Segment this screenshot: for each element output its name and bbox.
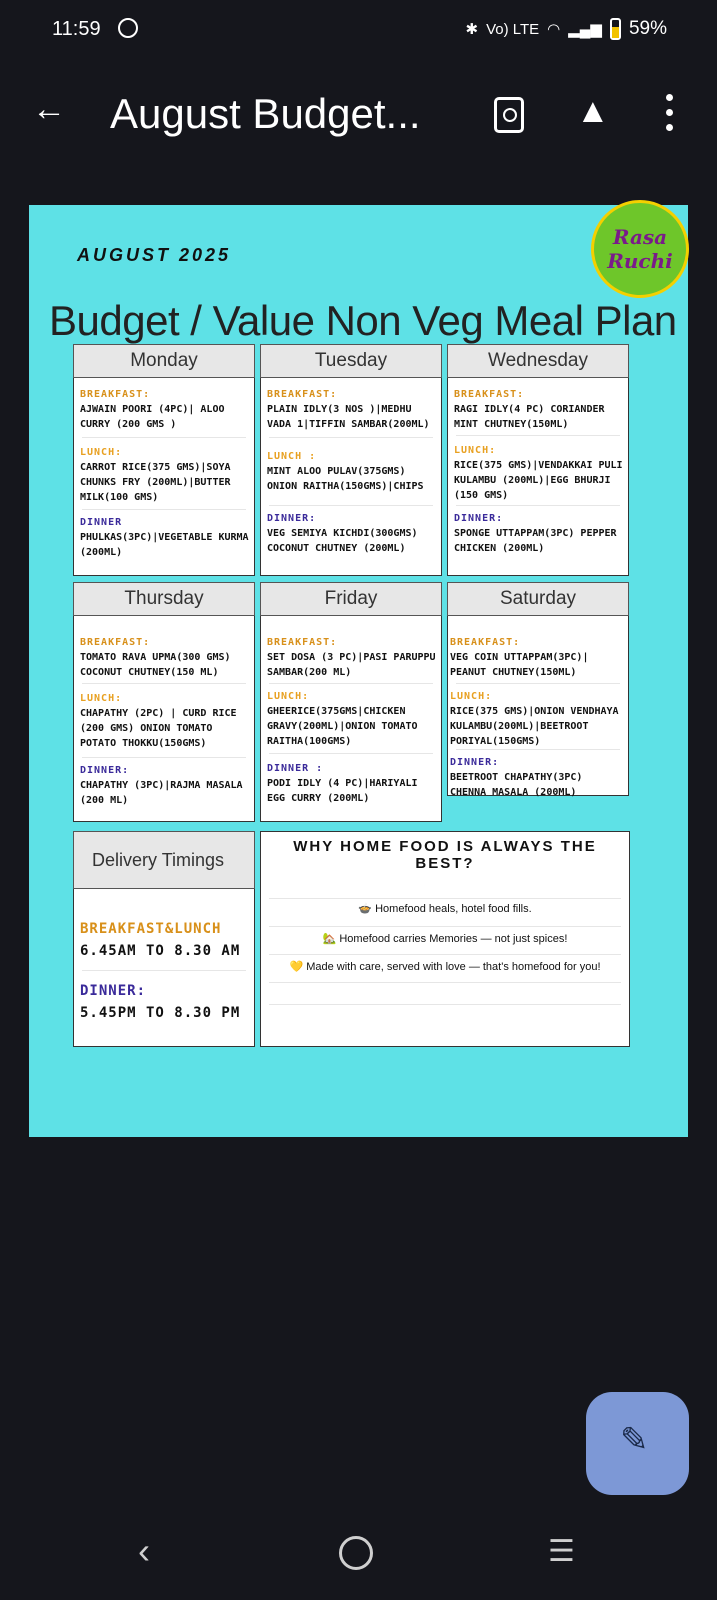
why-home-food-card bbox=[260, 831, 630, 1047]
day-card-monday bbox=[73, 344, 255, 576]
breakfast-section: BREAKFAST: VEG COIN UTTAPPAM(3PC)| PEANUT CHUTNEY(150ML) bbox=[450, 637, 589, 678]
dinner-section: DINNER: SPONGE UTTAPPAM(3PC) PEPPER CHICKEN (200ML) bbox=[454, 513, 617, 554]
plan-title: Budget / Value Non Veg Meal Plan bbox=[49, 297, 677, 344]
day-card-saturday bbox=[447, 582, 629, 796]
day-header: Monday bbox=[73, 344, 255, 378]
day-header: Friday bbox=[260, 582, 442, 616]
signal-icon: ▂▄▆ bbox=[568, 21, 602, 38]
why-title: WHY HOME FOOD IS ALWAYS THE BEST? bbox=[293, 838, 597, 872]
edit-pen-icon: ✎ bbox=[620, 1421, 649, 1459]
dinner-section: DINNER: VEG SEMIYA KICHDI(300GMS) COCONUT CHUTNEY (200ML) bbox=[267, 513, 418, 554]
dinner-section: DINNER: CHAPATHY (3PC)|RAJMA MASALA (200 ML) bbox=[80, 765, 243, 806]
why-line-3: 💛 Made with care, served with love — that's homefood for you! bbox=[289, 961, 601, 973]
app-bar bbox=[0, 70, 717, 160]
add-to-drive-icon[interactable]: ▲ bbox=[576, 92, 610, 130]
rasa-ruchi-logo: Rasa Ruchi bbox=[591, 200, 689, 298]
day-header: Wednesday bbox=[447, 344, 629, 378]
day-card-wednesday bbox=[447, 344, 629, 576]
search-document-icon[interactable] bbox=[494, 97, 524, 133]
day-card-friday bbox=[260, 582, 442, 822]
breakfast-section: BREAKFAST: SET DOSA (3 PC)|PASI PARUPPU SAMBAR(200 ML) bbox=[267, 637, 436, 678]
back-arrow-icon[interactable]: ← bbox=[32, 90, 66, 128]
day-card-tuesday bbox=[260, 344, 442, 576]
battery-icon bbox=[610, 18, 621, 40]
document-page bbox=[29, 205, 688, 1137]
nav-back-icon[interactable]: ‹ bbox=[138, 1530, 150, 1571]
why-line-1: 🍲 Homefood heals, hotel food fills. bbox=[358, 903, 532, 915]
status-time: 11:59 bbox=[52, 18, 101, 40]
nav-home-icon[interactable] bbox=[339, 1536, 373, 1570]
breakfast-section: BREAKFAST: AJWAIN POORI (4PC)| ALOO CURRY (200 GMS ) bbox=[80, 389, 225, 430]
wifi-icon: ◠ bbox=[547, 21, 561, 38]
lunch-section: LUNCH: RICE(375 GMS)|VENDAKKAI PULI KULAMBU (200ML)|EGG BHURJI (150 GMS) bbox=[454, 445, 623, 501]
lunch-section: LUNCH: RICE(375 GMS)|ONION VENDHAYA KULAMBU(200ML)|BEETROOT PORIYAL(150GMS) bbox=[450, 691, 619, 747]
breakfast-section: BREAKFAST: TOMATO RAVA UPMA(300 GMS) COCONUT CHUTNEY(150 ML) bbox=[80, 637, 231, 678]
lunch-section: LUNCH : MINT ALOO PULAV(375GMS) ONION RAITHA(150GMS)|CHIPS bbox=[267, 451, 424, 492]
battery-percent: 59% bbox=[628, 18, 667, 39]
breakfast-section: BREAKFAST: PLAIN IDLY(3 NOS )|MEDHU VADA 1|TIFFIN SAMBAR(200ML) bbox=[267, 389, 430, 430]
delivery-timings-card bbox=[73, 831, 255, 1047]
day-header: Tuesday bbox=[260, 344, 442, 378]
month-label: AUGUST 2025 bbox=[77, 245, 232, 265]
day-header: Thursday bbox=[73, 582, 255, 616]
whatsapp-icon bbox=[118, 18, 138, 38]
delivery-title: Delivery Timings bbox=[73, 831, 255, 889]
dinner-section: DINNER PHULKAS(3PC)|VEGETABLE KURMA (200ML) bbox=[80, 517, 249, 558]
edit-fab-button[interactable] bbox=[586, 1392, 689, 1495]
dinner-section: DINNER : PODI IDLY (4 PC)|HARIYALI EGG CURRY (200ML) bbox=[267, 763, 418, 804]
delivery-breakfast-lunch: BREAKFAST&LUNCH 6.45AM TO 8.30 AM bbox=[80, 921, 241, 959]
delivery-dinner: DINNER: 5.45PM TO 8.30 PM bbox=[80, 983, 241, 1021]
lunch-section: LUNCH: GHEERICE(375GMS|CHICKEN GRAVY(200ML)|ONION TOMATO RAITHA(100GMS) bbox=[267, 691, 418, 747]
nav-recents-icon[interactable]: ☰ bbox=[548, 1535, 575, 1568]
more-options-icon[interactable] bbox=[666, 94, 674, 134]
day-card-thursday bbox=[73, 582, 255, 822]
bluetooth-icon: ✱ bbox=[465, 21, 479, 38]
status-icons bbox=[466, 18, 668, 40]
lunch-section: LUNCH: CHAPATHY (2PC) | CURD RICE (200 GMS) ONION TOMATO POTATO THOKKU(150GMS) bbox=[80, 693, 237, 749]
volte-icon: Vo) LTE bbox=[486, 20, 540, 38]
status-bar bbox=[0, 0, 717, 60]
document-title: August Budget... bbox=[110, 90, 421, 137]
why-line-2: 🏡 Homefood carries Memories — not just spices! bbox=[322, 933, 568, 945]
lunch-section: LUNCH: CARROT RICE(375 GMS)|SOYA CHUNKS FRY (200ML)|BUTTER MILK(100 GMS) bbox=[80, 447, 231, 503]
system-nav-bar bbox=[0, 1520, 717, 1600]
breakfast-section: BREAKFAST: RAGI IDLY(4 PC) CORIANDER MINT CHUTNEY(150ML) bbox=[454, 389, 605, 430]
day-header: Saturday bbox=[447, 582, 629, 616]
dinner-section: DINNER: BEETROOT CHAPATHY(3PC) CHENNA MASALA (200ML) bbox=[450, 757, 583, 798]
